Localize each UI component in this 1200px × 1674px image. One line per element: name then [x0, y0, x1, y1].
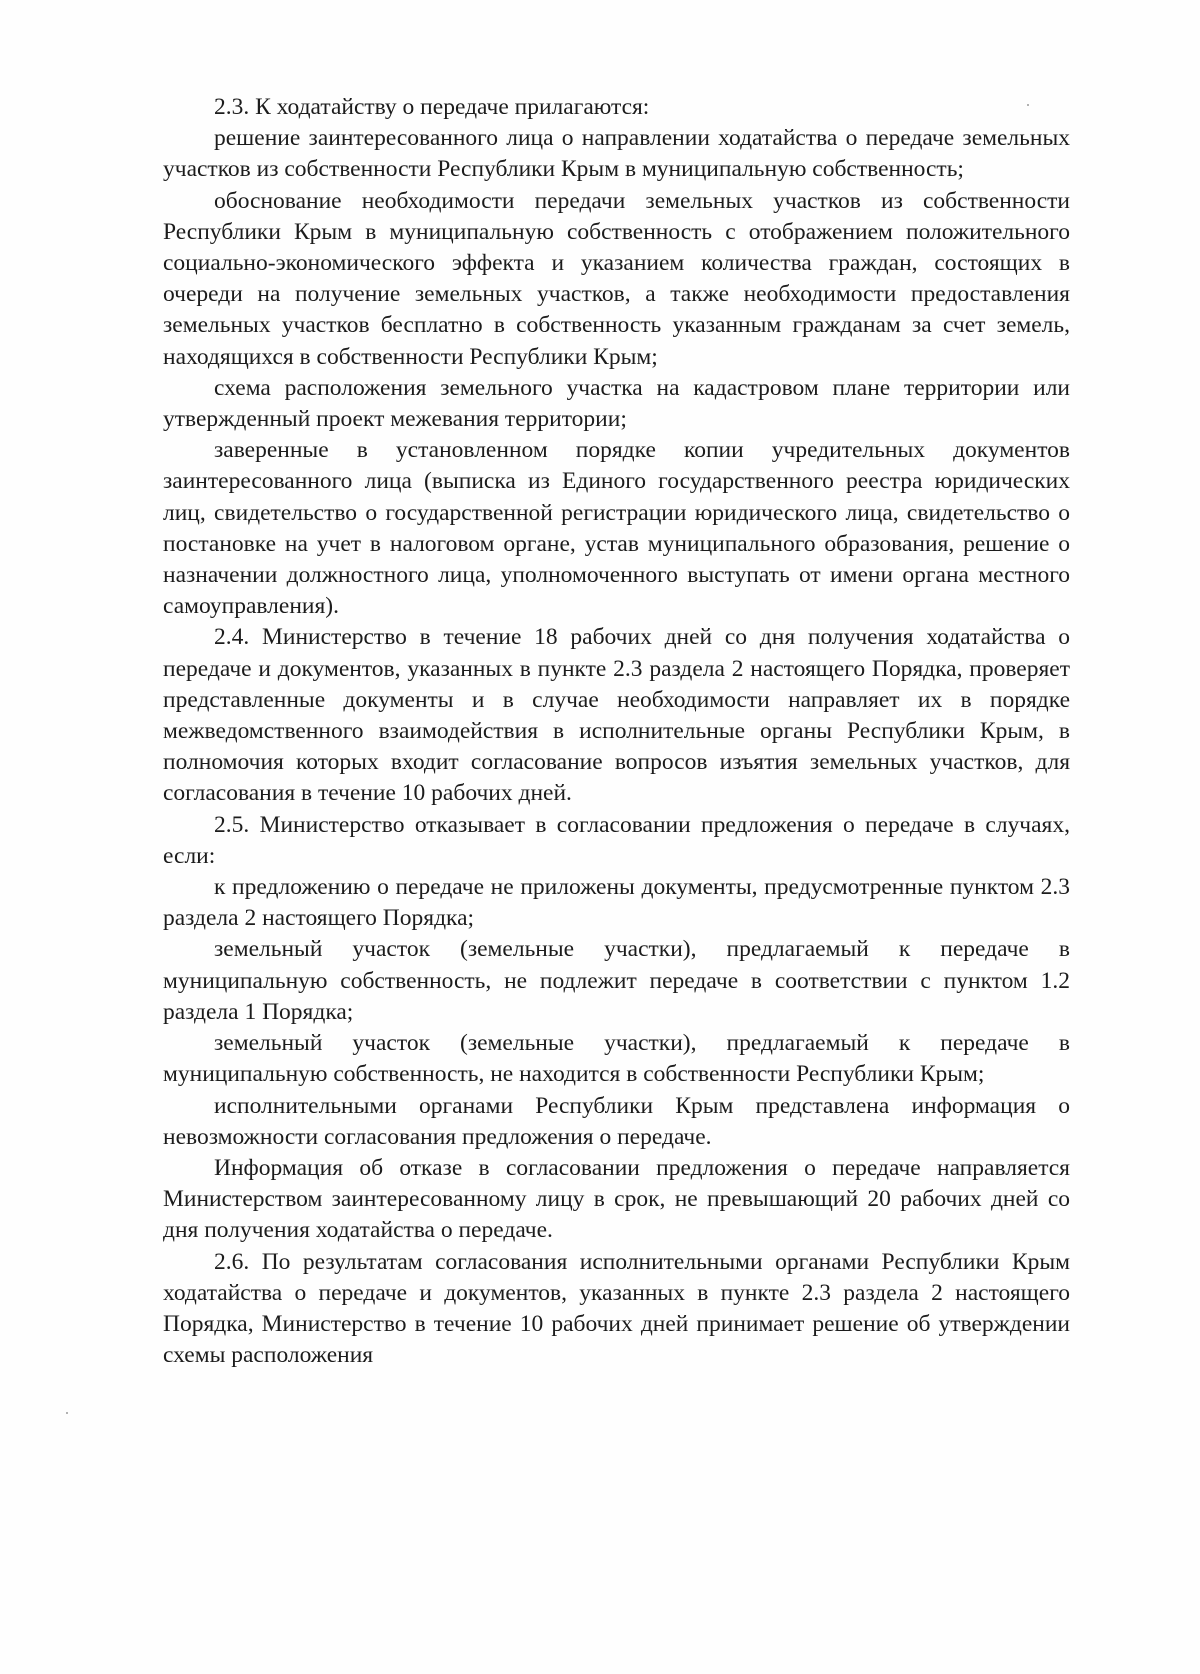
paragraph-2-4: 2.4. Министерство в течение 18 рабочих дней со дня получения ходатайства о передаче и документов, указанных в пункте 2.3 раздела 2 настоящего Порядка, проверяет представленные документы и в случае необходимости направляет их в порядке межведомственного взаимодействия в исполнительные органы Республики Крым, в полномочия которых входит согласование вопросов изъятия земельных участков, для согласования в течение 10 рабочих дней. — [163, 624, 1070, 807]
scan-speck — [66, 1412, 68, 1414]
paragraph-refusal-reason-3: земельный участок (земельные участки), предлагаемый к передаче в муниципальную собственность, не находится в собственности Республики Крым; — [163, 1030, 1070, 1088]
paragraph-refusal-notice: Информация об отказе в согласовании предложения о передаче направляется Министерством заинтересованному лицу в срок, не превышающий 20 рабочих дней со дня получения ходатайства о передаче. — [163, 1154, 1070, 1244]
paragraph-2-5: 2.5. Министерство отказывает в согласовании предложения о передаче в случаях, если: — [163, 811, 1070, 869]
paragraph-refusal-reason-2: земельный участок (земельные участки), предлагаемый к передаче в муниципальную собственность, не подлежит передаче в соответствии с пунктом 1.2 раздела 1 Порядка; — [163, 936, 1070, 1025]
paragraph-2-6: 2.6. По результатам согласования исполнительными органами Республики Крым ходатайства о передаче и документов, указанных в пункте 2.3 раздела 2 настоящего Порядка, Министерство в течение 10 рабочих дней принимает решение об утверждении схемы расположения — [163, 1248, 1070, 1369]
paragraph-refusal-reason-4: исполнительными органами Республики Крым представлена информация о невозможности согласования предложения о передаче. — [163, 1092, 1070, 1150]
paragraph-justification: обоснование необходимости передачи земельных участков из собственности Республики Крым в муниципальную собственность с отображением положительного социально-экономического эффекта и указанием количества граждан, состоящих в очереди на получение земельных участков, а также необходимости предоставления земельных участков бесплатно в собственность указанным гражданам за счет земель, находящихся в собственности Республики Крым; — [163, 187, 1070, 370]
paragraph-refusal-reason-1: к предложению о передаче не приложены документы, предусмотренные пунктом 2.3 раздела 2 настоящего Порядка; — [163, 874, 1070, 932]
paragraph-copies: заверенные в установленном порядке копии учредительных документов заинтересованного лица (выписка из Единого государственного реестра юридических лиц, свидетельство о государственной регистрации юридического лица, свидетельство о постановке на учет в налоговом органе, устав муниципального образования, решение о назначении должностного лица, уполномоченного выступать от имени органа местного самоуправления). — [163, 437, 1070, 620]
paragraph-decision: решение заинтересованного лица о направлении ходатайства о передаче земельных участков из собственности Республики Крым в муниципальную собственность; — [163, 125, 1070, 183]
paragraph-2-3-heading: 2.3. К ходатайству о передаче прилагаются: — [214, 94, 650, 120]
document-body — [163, 92, 1070, 1371]
paragraph-scheme: схема расположения земельного участка на кадастровом плане территории или утвержденный проект межевания территории; — [163, 374, 1070, 433]
